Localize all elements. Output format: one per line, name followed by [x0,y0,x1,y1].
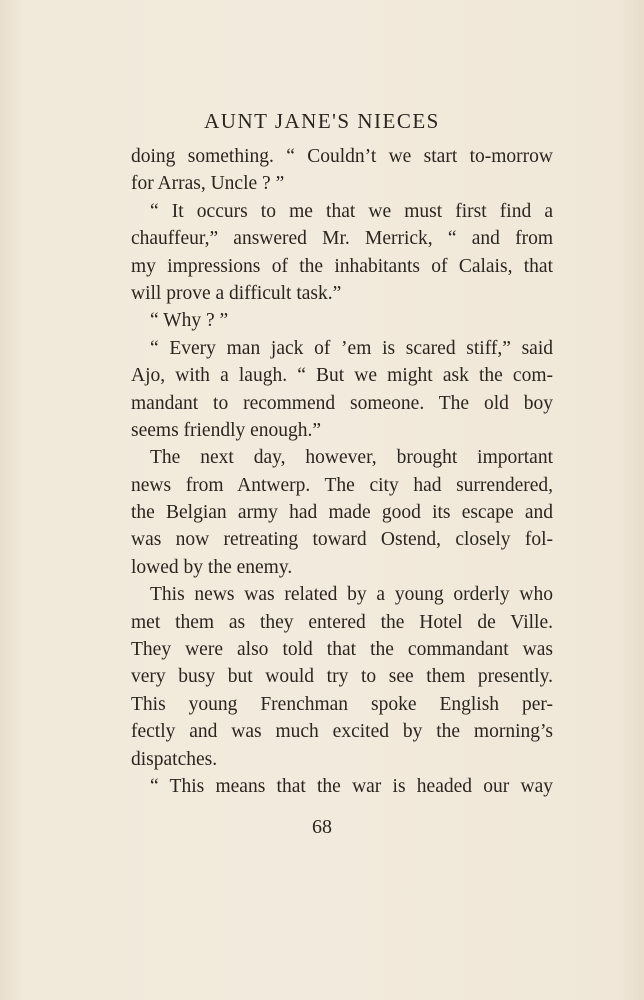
text-line: the Belgian army had made good its escape and [131,502,553,524]
text-line: was now retreating toward Ostend, closely fol- [131,529,553,551]
text-line: dispatches. [131,748,218,770]
text-line: my impressions of the inhabitants of Calais, that [131,255,553,277]
text-line: This young Frenchman spoke English per- [131,693,553,715]
text-line: fectly and was much excited by the morning’s [131,721,553,743]
body-text [131,143,553,800]
text-line: The next day, however, brought important [150,447,553,469]
text-line: news from Antwerp. The city had surrendered, [131,474,553,496]
text-line: “ Every man jack of ’em is scared stiff,” said [150,337,553,359]
text-line: met them as they entered the Hotel de Ville. [131,611,553,633]
running-head: AUNT JANE'S NIECES [204,109,440,133]
text-line: “ This means that the war is headed our way [150,775,553,797]
text-line: for Arras, Uncle ? ” [131,173,285,195]
text-line: Ajo, with a laugh. “ But we might ask the com- [131,365,553,387]
text-line: chauffeur,” answered Mr. Merrick, “ and from [131,228,553,250]
text-line: This news was related by a young orderly who [150,584,553,606]
text-line: doing something. “ Couldn’t we start to-morrow [131,146,553,167]
text-line: will prove a difficult task.” [131,282,342,304]
text-line: seems friendly enough.” [131,419,322,441]
text-line: “ Why ? ” [150,310,229,332]
text-line: They were also told that the commandant was [131,639,553,661]
text-line: mandant to recommend someone. The old boy [131,392,553,414]
text-line: lowed by the enemy. [131,556,293,578]
text-line: very busy but would try to see them presently. [131,666,553,688]
page-number: 68 [312,816,332,838]
text-line: “ It occurs to me that we must first find a [150,200,553,222]
